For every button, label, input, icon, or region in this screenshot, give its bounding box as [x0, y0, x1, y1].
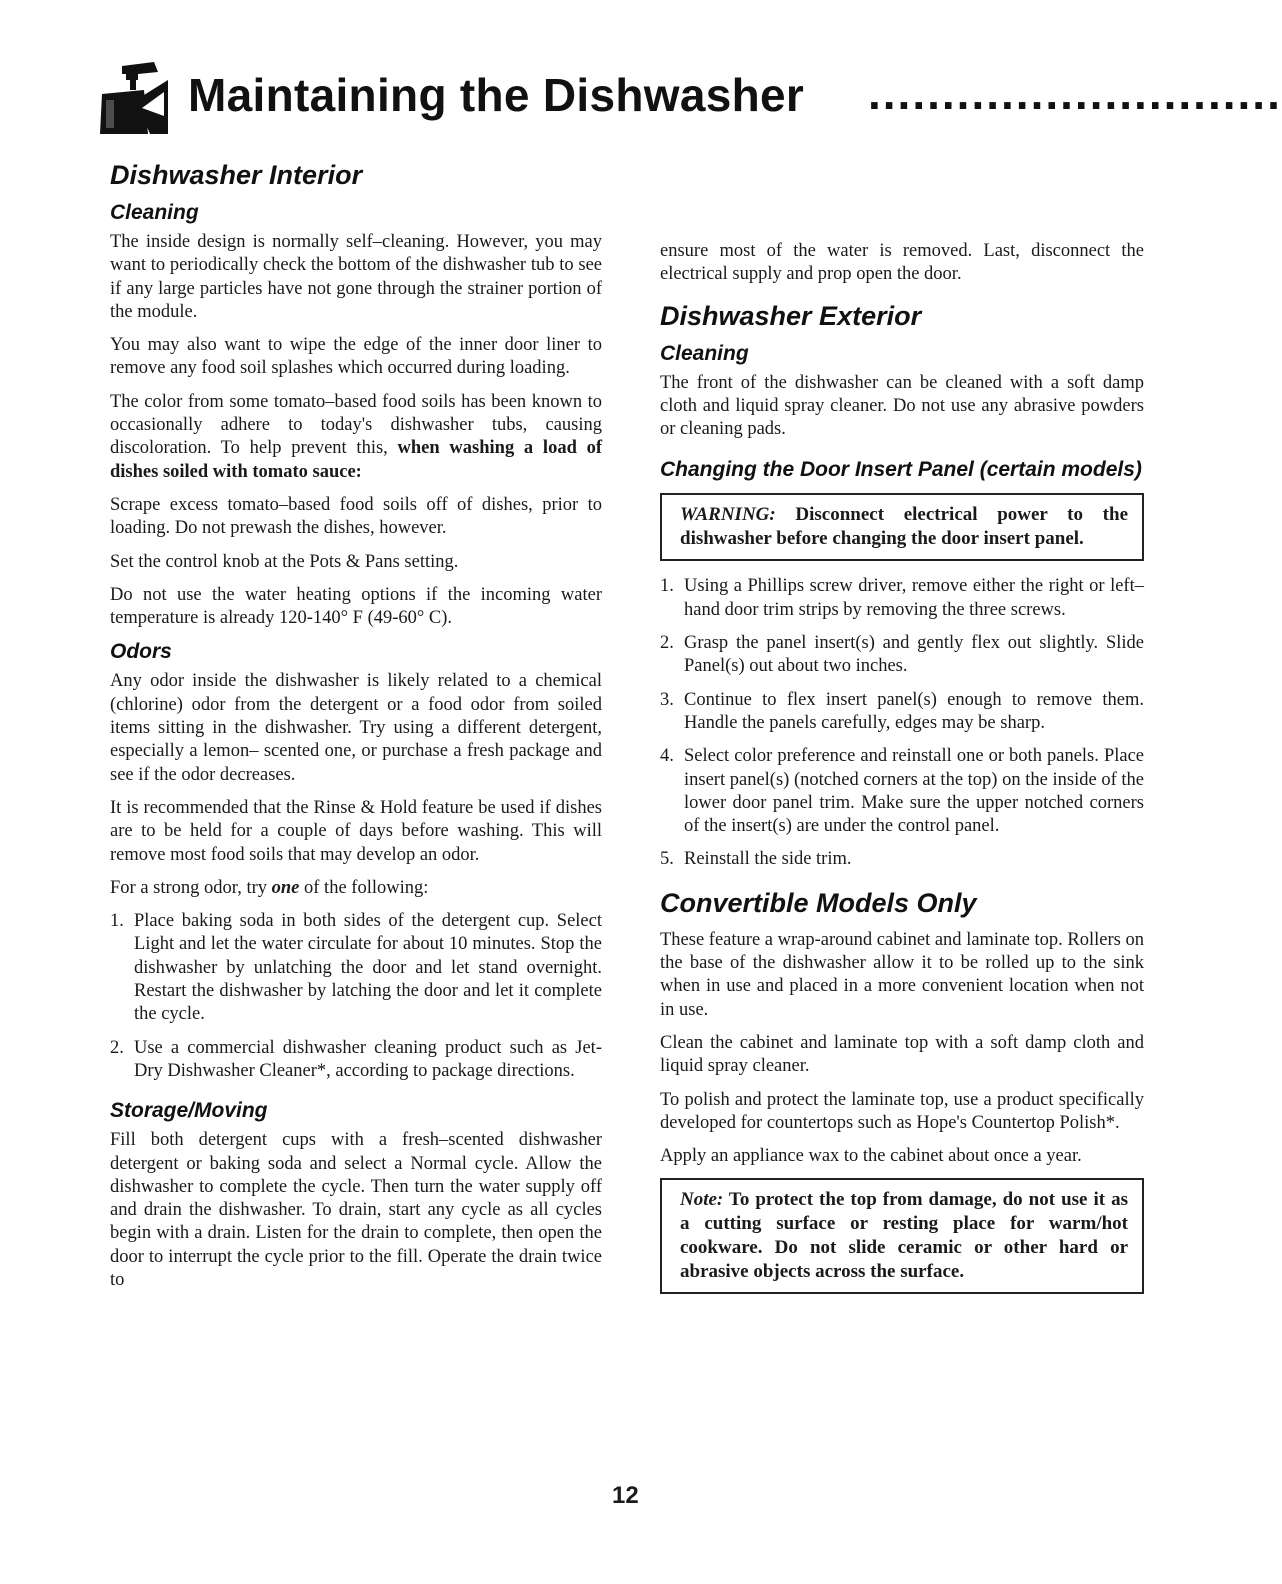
list-number: 1. — [660, 576, 674, 597]
list-number: 5. — [660, 849, 674, 870]
list-text: Using a Phillips screw driver, remove either the right or left– hand door trim strips by removing the three screws. — [684, 576, 1144, 620]
list-number: 2. — [110, 1037, 124, 1058]
list-text: Use a commercial dishwasher cleaning product such as Jet-Dry Dishwasher Cleaner*, according to package directions. — [134, 1037, 602, 1081]
left-column — [110, 160, 602, 1302]
paragraph: Clean the cabinet and laminate top with a soft damp cloth and liquid spray cleaner. — [660, 1032, 1144, 1077]
list-item — [660, 575, 1144, 622]
paragraph: Do not use the water heating options if the incoming water temperature is already 120-140° F (49-60° C). — [110, 584, 602, 629]
paragraph: Fill both detergent cups with a fresh–scented dishwasher detergent or baking soda and select a Normal cycle. Allow the dishwasher to complete the cycle. Then turn the water supply off and drain the dishwasher. To drain, start any cycle as all cycles begin with a drain. Listen for the drain to complete, then open the door to interrupt the cycle prior to the fill. Operate the drain twice to — [110, 1130, 602, 1290]
list-text: Place baking soda in both sides of the detergent cup. Select Light and let the water circulate for about 10 minutes. Stop the dishwasher by unlatching the door and let stand overnight. Restart the dishwasher by latching the door and let it complete the cycle. — [134, 911, 602, 1025]
warning-label: WARNING: — [680, 504, 776, 526]
list-item — [660, 848, 1144, 871]
paragraph: Scrape excess tomato–based food soils off of dishes, prior to loading. Do not prewash the dishes, however. — [110, 494, 602, 539]
page-number: 12 — [612, 1482, 639, 1509]
list-number: 4. — [660, 746, 674, 767]
list-text: Select color preference and reinstall one or both panels. Place insert panel(s) (notched corners at the top) on the inside of the lower door panel trim. Make sure the upper notched corners of the insert(s) are under the control panel. — [684, 746, 1144, 837]
paragraph: It is recommended that the Rinse & Hold feature be used if dishes are to be held for a couple of days before washing. This will remove most food soils that may develop an odor. — [110, 797, 602, 865]
title-leader-dots: ............................ — [868, 67, 1282, 119]
paragraph: These feature a wrap-around cabinet and laminate top. Rollers on the base of the dishwasher allow it to be rolled up to the sink when in use and placed in a more convenient location when not in use. — [660, 929, 1144, 1020]
paragraph: You may also want to wipe the edge of the inner door liner to remove any food soil splashes which occurred during loading. — [110, 335, 602, 379]
note-label: Note: — [680, 1189, 724, 1211]
list-number: 1. — [110, 911, 124, 932]
section-heading-convertible: Convertible Models Only — [660, 887, 977, 918]
note-box — [660, 1178, 1144, 1294]
section-heading-interior: Dishwasher Interior — [110, 160, 363, 190]
subheading-interior-cleaning: Cleaning — [110, 201, 199, 224]
subheading-storage-moving: Storage/Moving — [110, 1099, 268, 1123]
text-span: For a strong odor, try — [110, 877, 272, 898]
paragraph: ensure most of the water is removed. Last, disconnect the electrical supply and prop open the door. — [660, 241, 1144, 285]
right-column — [660, 240, 1144, 1308]
note-text: To protect the top from damage, do not use it as a cutting surface or resting place for warm/hot cookware. Do not slide ceramic or other hard or abrasive objects across the surface. — [680, 1189, 1128, 1283]
subheading-door-insert-panel: Changing the Door Insert Panel (certain models) — [660, 458, 1142, 482]
list-item — [660, 689, 1144, 736]
section-heading-exterior: Dishwasher Exterior — [660, 300, 922, 331]
list-item — [110, 1037, 602, 1084]
list-text: Reinstall the side trim. — [684, 849, 852, 870]
warning-text: Disconnect electrical power to the dishwasher before changing the door insert panel. — [680, 504, 1128, 550]
paragraph: The inside design is normally self–cleaning. However, you may want to periodically check the bottom of the dishwasher tub to see if any large particles have not gone through the strainer portion of the module. — [110, 232, 602, 322]
odor-remedy-list — [110, 910, 602, 1083]
paragraph: The front of the dishwasher can be cleaned with a soft damp cloth and liquid spray cleaner. Do not use any abrasive powders or cleaning pads. — [660, 372, 1144, 440]
list-item — [110, 910, 602, 1026]
paragraph: Any odor inside the dishwasher is likely related to a chemical (chlorine) odor from the detergent or a food odor from soiled items sitting in the dishwasher. Try using a different detergent, especially a lemon– scented one, or purchase a fresh package and see if the odor decreases. — [110, 671, 602, 785]
text-span: of the following: — [299, 877, 429, 898]
page-title: Maintaining the Dishwasher — [188, 69, 805, 121]
subheading-odors: Odors — [110, 640, 172, 664]
list-number: 2. — [660, 633, 674, 654]
list-item — [660, 632, 1144, 679]
warning-box — [660, 493, 1144, 561]
door-panel-steps — [660, 575, 1144, 871]
spray-bottle-icon — [92, 60, 170, 136]
paragraph: Set the control knob at the Pots & Pans setting. — [110, 551, 459, 572]
list-item — [660, 745, 1144, 838]
paragraph: Apply an appliance wax to the cabinet about once a year. — [660, 1146, 1082, 1167]
text-span: The color from some tomato–based food soils has been known to occasionally adhere to today's dishwasher tubs, causing discoloration. To help prevent this, — [110, 391, 602, 459]
paragraph: To polish and protect the laminate top, use a product specifically developed for countertops such as Hope's Countertop Polish*. — [660, 1089, 1144, 1133]
list-text: Continue to flex insert panel(s) enough to remove them. Handle the panels carefully, edges may be sharp. — [684, 689, 1144, 733]
paragraph — [110, 877, 602, 900]
list-number: 3. — [660, 689, 674, 710]
subheading-exterior-cleaning: Cleaning — [660, 341, 749, 365]
paragraph — [110, 391, 602, 484]
page-header — [92, 58, 1282, 138]
emphasis-text: when washing a load of dishes soiled with tomato sauce: — [110, 438, 603, 482]
list-text: Grasp the panel insert(s) and gently flex out slightly. Slide Panel(s) out about two inches. — [684, 633, 1144, 677]
emphasis-text: one — [271, 877, 300, 898]
